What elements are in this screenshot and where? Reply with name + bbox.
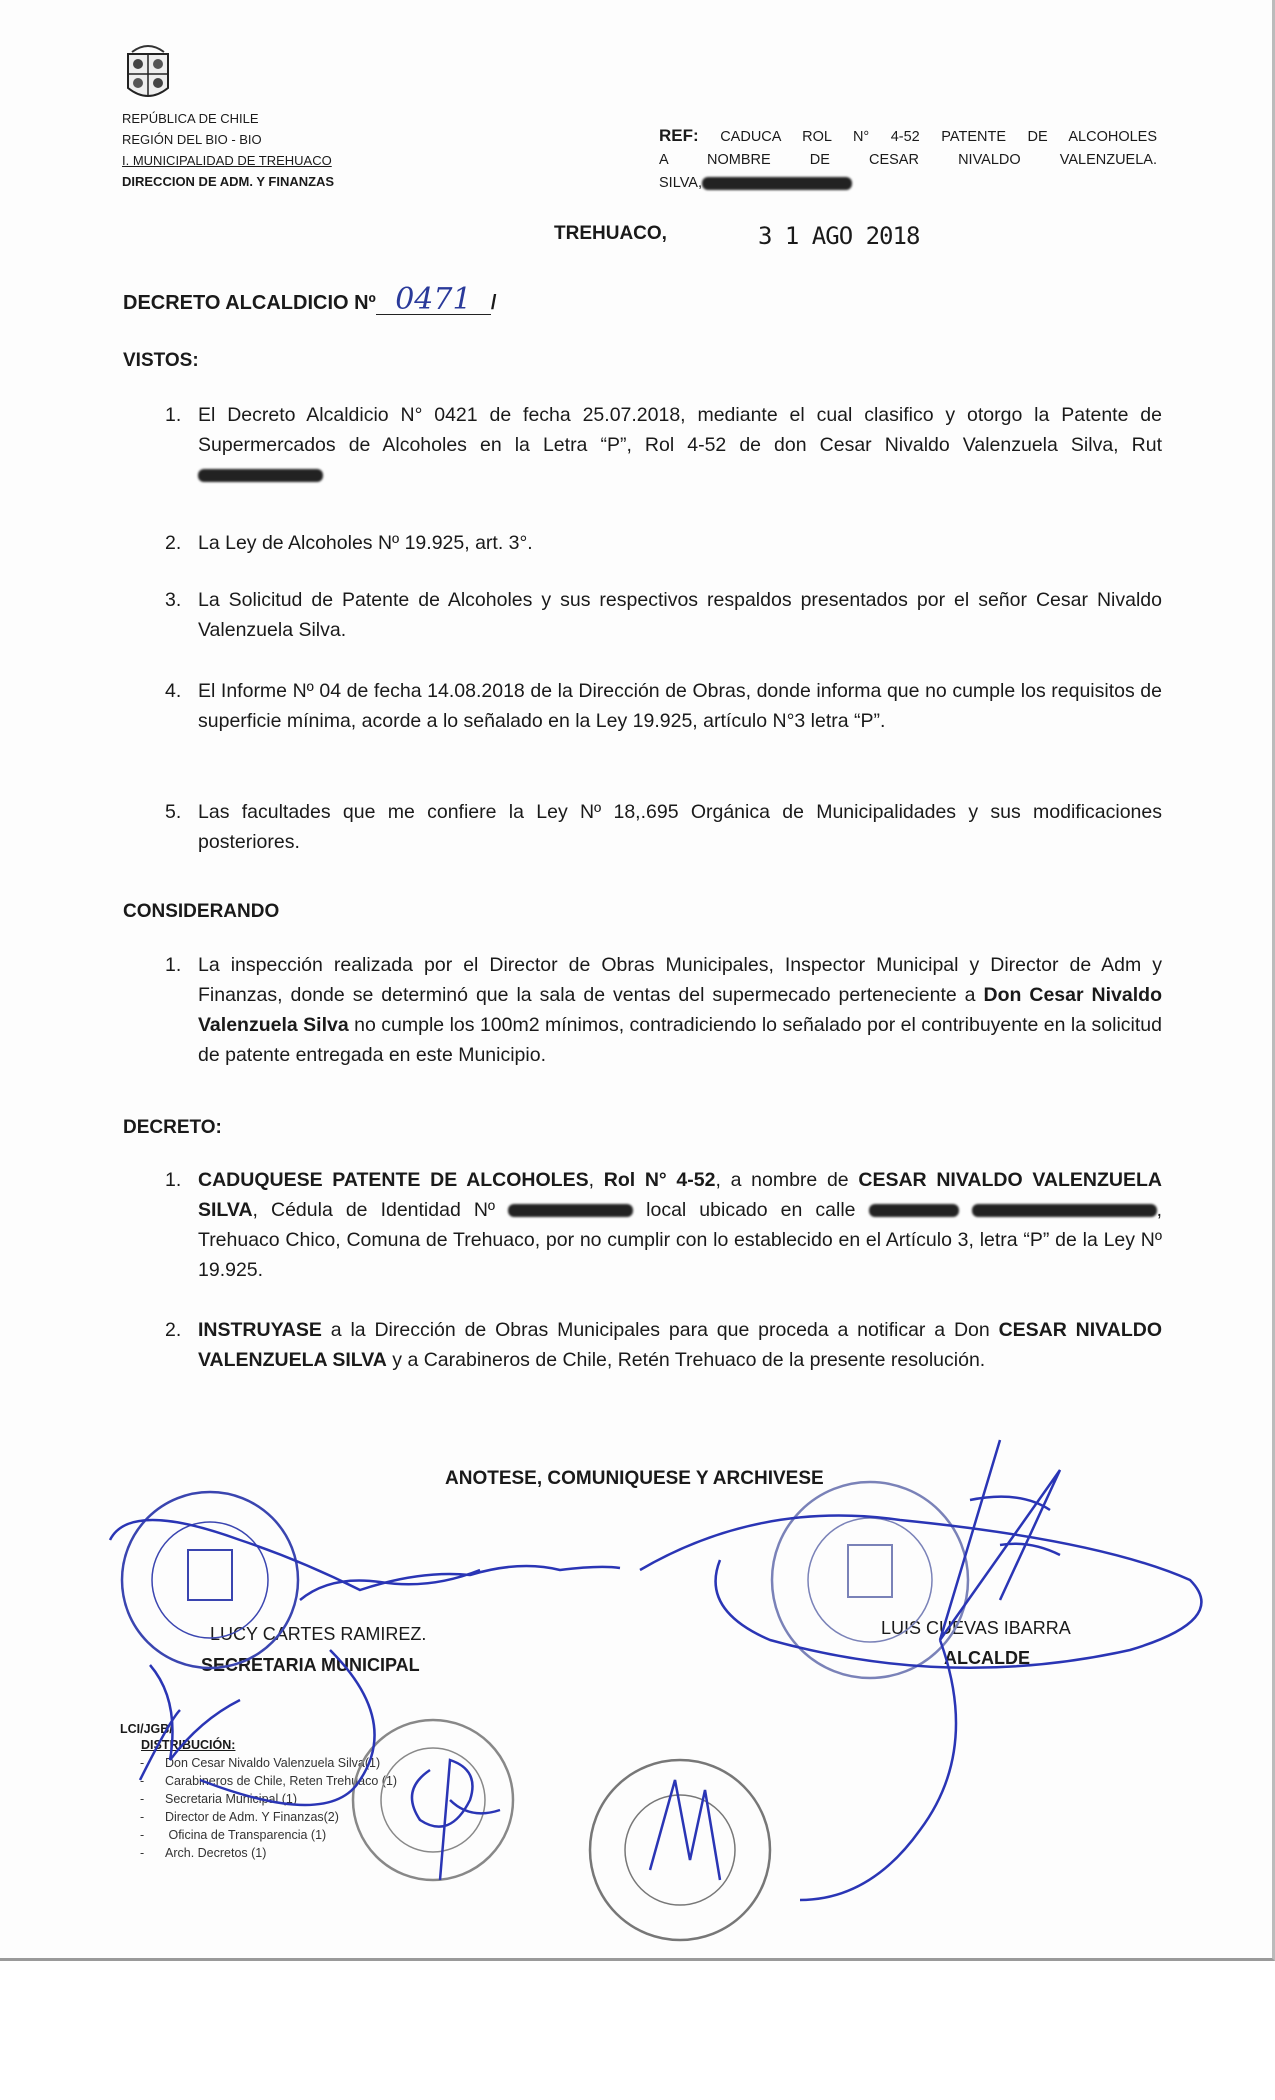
item-text: y a Carabineros de Chile, Retén Trehuaco de la presente resolución.	[386, 1349, 986, 1371]
distribution-list	[140, 1754, 397, 1862]
item-text: a la Dirección de Obras Municipales para que proceda a notificar a Don	[321, 1319, 999, 1341]
item-number: 1.	[165, 404, 182, 426]
signer-title: ALCALDE	[944, 1648, 1030, 1668]
signer-name: LUCY CARTES RAMIREZ.	[210, 1624, 427, 1644]
item-text: La Ley de Alcoholes Nº 19.925, art. 3°.	[198, 532, 533, 554]
item-text: , Trehuaco Chico, Comuna de Trehuaco, por no cumplir con lo establecido en el Artículo 3, letra “P” de la Ley Nº 19.925.	[198, 1199, 1163, 1281]
redacted-rut	[702, 177, 852, 190]
decree-number-handwritten: 0471	[376, 286, 491, 315]
distribution-item: - Director de Adm. Y Finanzas(2)	[140, 1810, 339, 1824]
list-item	[165, 400, 1162, 490]
list-item	[165, 1315, 1162, 1375]
redacted-address	[972, 1204, 1157, 1217]
item-number: 3.	[165, 589, 182, 611]
item-text: La inspección realizada por el Director de Obras Municipales, Inspector Municipal y Director de Adm y Finanzas, donde se determinó que la sala de ventas del supermecado perteneciente a	[198, 954, 1162, 1006]
municipal-coat-of-arms-logo	[122, 38, 174, 104]
distribution-item: - Arch. Decretos (1)	[140, 1846, 267, 1860]
redacted-id	[508, 1204, 633, 1217]
item-text-bold: INSTRUYASE	[198, 1319, 322, 1341]
ref-label: REF:	[659, 126, 699, 145]
distribution-title: DISTRIBUCIÓN:	[141, 1738, 236, 1752]
section-considerando: CONSIDERANDO	[123, 901, 280, 922]
reference-block	[659, 124, 1157, 195]
decree-number: DECRETO ALCALDICIO Nº 0471 /	[123, 282, 497, 317]
signer-title: SECRETARIA MUNICIPAL	[201, 1655, 420, 1675]
redacted-rut	[198, 469, 323, 482]
list-item	[165, 1165, 1162, 1285]
list-item	[165, 676, 1162, 736]
item-text-bold: CADUQUESE PATENTE DE ALCOHOLES	[198, 1169, 589, 1191]
item-number: 1.	[165, 1169, 182, 1191]
item-text: El Informe Nº 04 de fecha 14.08.2018 de la Dirección de Obras, donde informa que no cumple los requisitos de superficie mínima, acorde a lo señalado en la Ley 19.925, artículo N°3 letra “P”.	[198, 680, 1162, 732]
ref-line: SILVA,	[659, 175, 702, 191]
ref-line: A NOMBRE DE CESAR NIVALDO VALENZUELA.	[659, 152, 1157, 168]
distribution-item: - Don Cesar Nivaldo Valenzuela Silva(1)	[140, 1756, 381, 1770]
list-item	[165, 585, 1162, 645]
distribution-item: - Carabineros de Chile, Reten Trehuaco (1)	[140, 1774, 398, 1788]
section-vistos: VISTOS:	[123, 350, 199, 371]
closing-formula: ANOTESE, COMUNIQUESE Y ARCHIVESE	[445, 1468, 824, 1489]
distribution-item: - Oficina de Transparencia (1)	[140, 1828, 327, 1842]
item-number: 1.	[165, 954, 182, 976]
item-text-bold: Rol N° 4-52	[603, 1169, 716, 1191]
list-item	[165, 950, 1162, 1070]
ref-line: CADUCA ROL N° 4-52 PATENTE DE ALCOHOLES	[720, 129, 1158, 145]
redacted-address	[869, 1204, 959, 1217]
distribution-item: - Secretaria Municipal (1)	[140, 1792, 297, 1806]
section-decreto: DECRETO:	[123, 1117, 222, 1138]
item-text-bold: CESAR NIVALDO VALENZUELA SILVA	[198, 1169, 1162, 1221]
header-line: DIRECCION DE ADM. Y FINANZAS	[122, 174, 335, 189]
item-text: El Decreto Alcaldicio N° 0421 de fecha 25.07.2018, mediante el cual clasifico y otorgo la Patente de Supermercados de Alcoholes en la Letra “P”, Rol 4-52 de don Cesar Nivaldo Valenzuela Silva, Rut	[198, 404, 1162, 456]
signer-name: LUIS CUEVAS IBARRA	[881, 1618, 1071, 1638]
item-number: 4.	[165, 680, 182, 702]
item-text: Las facultades que me confiere la Ley Nº 18,.695 Orgánica de Municipalidades y sus modificaciones posteriores.	[198, 801, 1162, 853]
decree-label: DECRETO ALCALDICIO Nº	[123, 292, 376, 314]
item-text: , Cédula de Identidad Nº	[252, 1199, 509, 1221]
header-line: I. MUNICIPALIDAD DE TREHUACO	[122, 153, 332, 168]
list-item	[165, 528, 1162, 558]
item-number: 2.	[165, 532, 182, 554]
item-text-bold: CESAR NIVALDO VALENZUELA SILVA	[198, 1319, 1162, 1371]
date-stamp: 3 1 AGO 2018	[758, 222, 920, 250]
item-text: no cumple los 100m2 mínimos, contradiciendo lo señalado por el contribuyente en la solicitud de patente entregada en este Municipio.	[198, 1014, 1163, 1066]
issuer-header	[122, 108, 334, 192]
item-number: 2.	[165, 1319, 182, 1341]
item-number: 5.	[165, 801, 182, 823]
item-text: , a nombre de	[715, 1169, 859, 1191]
place: TREHUACO,	[554, 223, 667, 244]
item-text: local ubicado en calle	[633, 1199, 869, 1221]
item-text: ,	[588, 1169, 604, 1191]
item-text-bold: Don Cesar Nivaldo Valenzuela Silva	[198, 984, 1162, 1036]
header-line: REGIÓN DEL BIO - BIO	[122, 132, 262, 147]
header-line: REPÚBLICA DE CHILE	[122, 111, 259, 126]
list-item	[165, 797, 1162, 857]
item-text: La Solicitud de Patente de Alcoholes y sus respectivos respaldos presentados por el señor Cesar Nivaldo Valenzuela Silva.	[198, 589, 1162, 641]
initials: LCI/JGB/	[120, 1722, 173, 1736]
